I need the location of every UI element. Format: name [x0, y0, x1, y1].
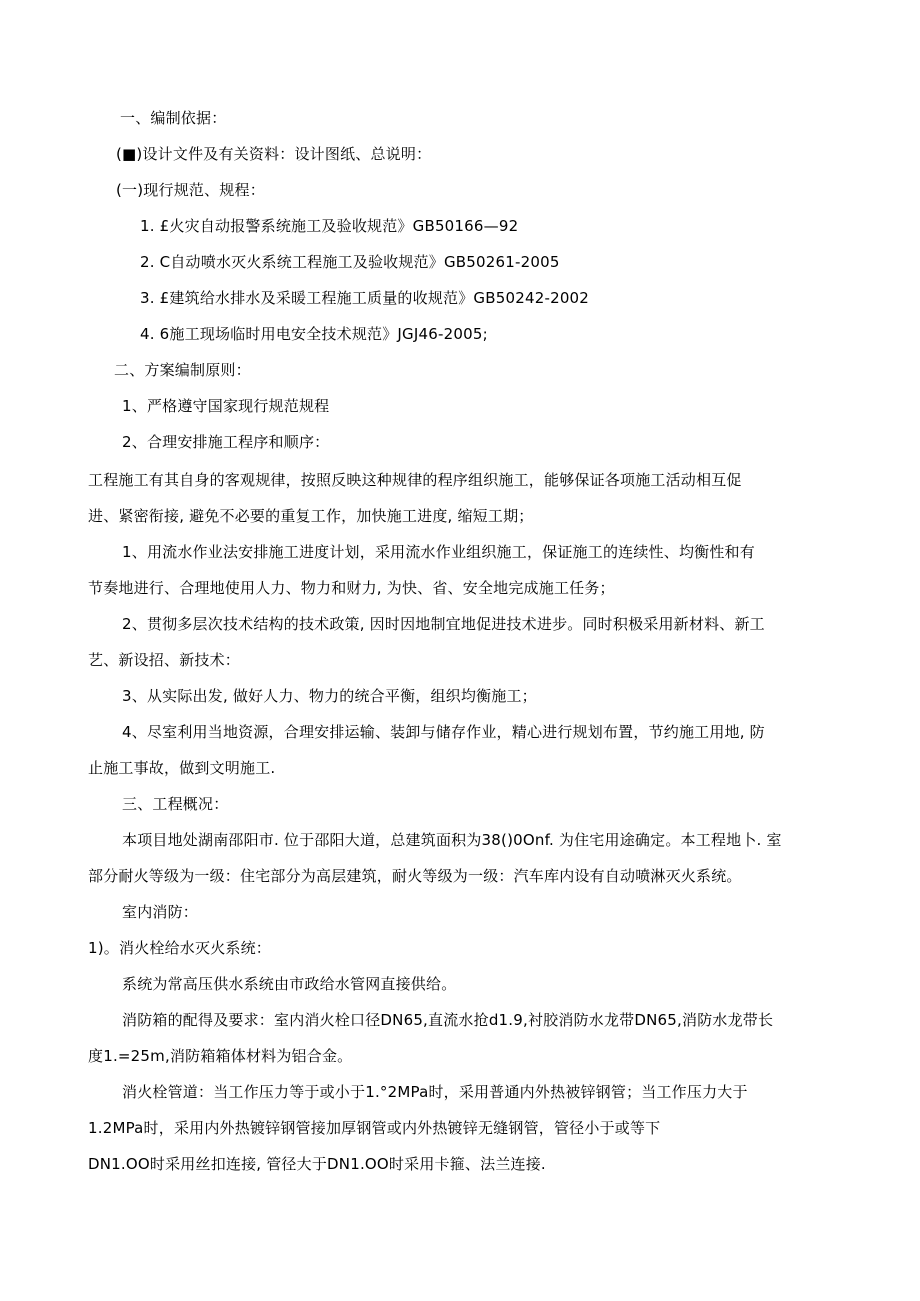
heading-basis: 一、编制依据： [120, 109, 227, 127]
paragraph-line: 1.2MPa时，采用内外热镀锌钢管接加厚钢管或内外热镀锌无缝钢管，管径小于或等下 [88, 1119, 661, 1137]
heading-principles: 二、方案编制原则： [114, 361, 251, 379]
paragraph-line: 止施工事故，做到文明施工. [88, 759, 276, 777]
subheading-hydrant-system: 1)。消火栓给水灭火系统： [88, 939, 271, 957]
paragraph-line: 消防箱的配得及要求：室内消火栓口径DN65,直流水抢d1.9,衬胶消防水龙带DN65,消防水龙带长 [122, 1011, 774, 1029]
paragraph-line: 系统为常高压供水系统由市政给水管网直接供给。 [122, 975, 457, 993]
paragraph-line: 节奏地进行、合理地使用人力、物力和财力, 为快、省、安全地完成施工任务； [88, 579, 615, 597]
basis-current-codes: (一)现行规范、规程： [116, 181, 265, 199]
paragraph-line: 度1.=25m,消防箱箱体材料为铝合金。 [88, 1047, 353, 1065]
paragraph-line: 工程施工有其自身的客观规律，按照反映这种规律的程序组织施工，能够保证各项施工活动相互促 [88, 471, 742, 489]
paragraph-line: 本项目地处湖南邵阳市. 位于邵阳大道，总建筑面积为38()0Onf. 为住宅用途确定。本工程地卜. 室 [122, 831, 782, 849]
paragraph-line: 进、紧密衔接, 避免不必要的重复工作，加快施工进度, 缩短工期； [88, 507, 534, 525]
paragraph-line: DN1.OO时采用丝扣连接, 管径大于DN1.OO时采用卡箍、法兰连接. [88, 1155, 546, 1173]
code-item: 3. £建筑给水排水及采暖工程施工质量的收规范》GB50242-2002 [140, 289, 590, 307]
code-item: 1. £火灾自动报警系统施工及验收规范》GB50166—92 [140, 217, 519, 235]
paragraph-line: 消火栓管道：当工作压力等于或小于1.°2MPa时，采用普通内外热被锌钢管；当工作压力大于 [122, 1083, 748, 1101]
heading-overview: 三、工程概况： [122, 795, 229, 813]
code-item: 2. C自动喷水灭火系统工程施工及验收规范》GB50261-2005 [140, 253, 560, 271]
principle-item: 1、严格遵守国家现行规范规程 [122, 397, 330, 415]
subheading-indoor-fire: 室内消防： [122, 903, 199, 921]
paragraph-line: 部分耐火等级为一级：住宅部分为高层建筑，耐火等级为一级：汽车库内设有自动喷淋灭火系统。 [88, 867, 742, 885]
principle-item: 2、合理安排施工程序和顺序： [122, 433, 330, 451]
paragraph-line: 3、从实际出发, 做好人力、物力的统合平衡，组织均衡施工； [122, 687, 537, 705]
basis-design-documents: (■)设计文件及有关资料：设计图纸、总说明： [116, 145, 432, 163]
code-item: 4. 6施工现场临时用电安全技术规范》JGJ46-2005; [140, 325, 488, 343]
paragraph-line: 4、尽室利用当地资源，合理安排运输、装卸与储存作业，精心进行规划布置，节约施工用地, 防 [122, 723, 765, 741]
paragraph-line: 2、贯彻多层次技术结构的技术政策, 因时因地制宜地促进技术进步。同时积极采用新材料、新工 [122, 615, 765, 633]
paragraph-line: 艺、新设招、新技术： [88, 651, 241, 669]
paragraph-line: 1、用流水作业法安排施工进度计划，采用流水作业组织施工，保证施工的连续性、均衡性和有 [122, 543, 755, 561]
